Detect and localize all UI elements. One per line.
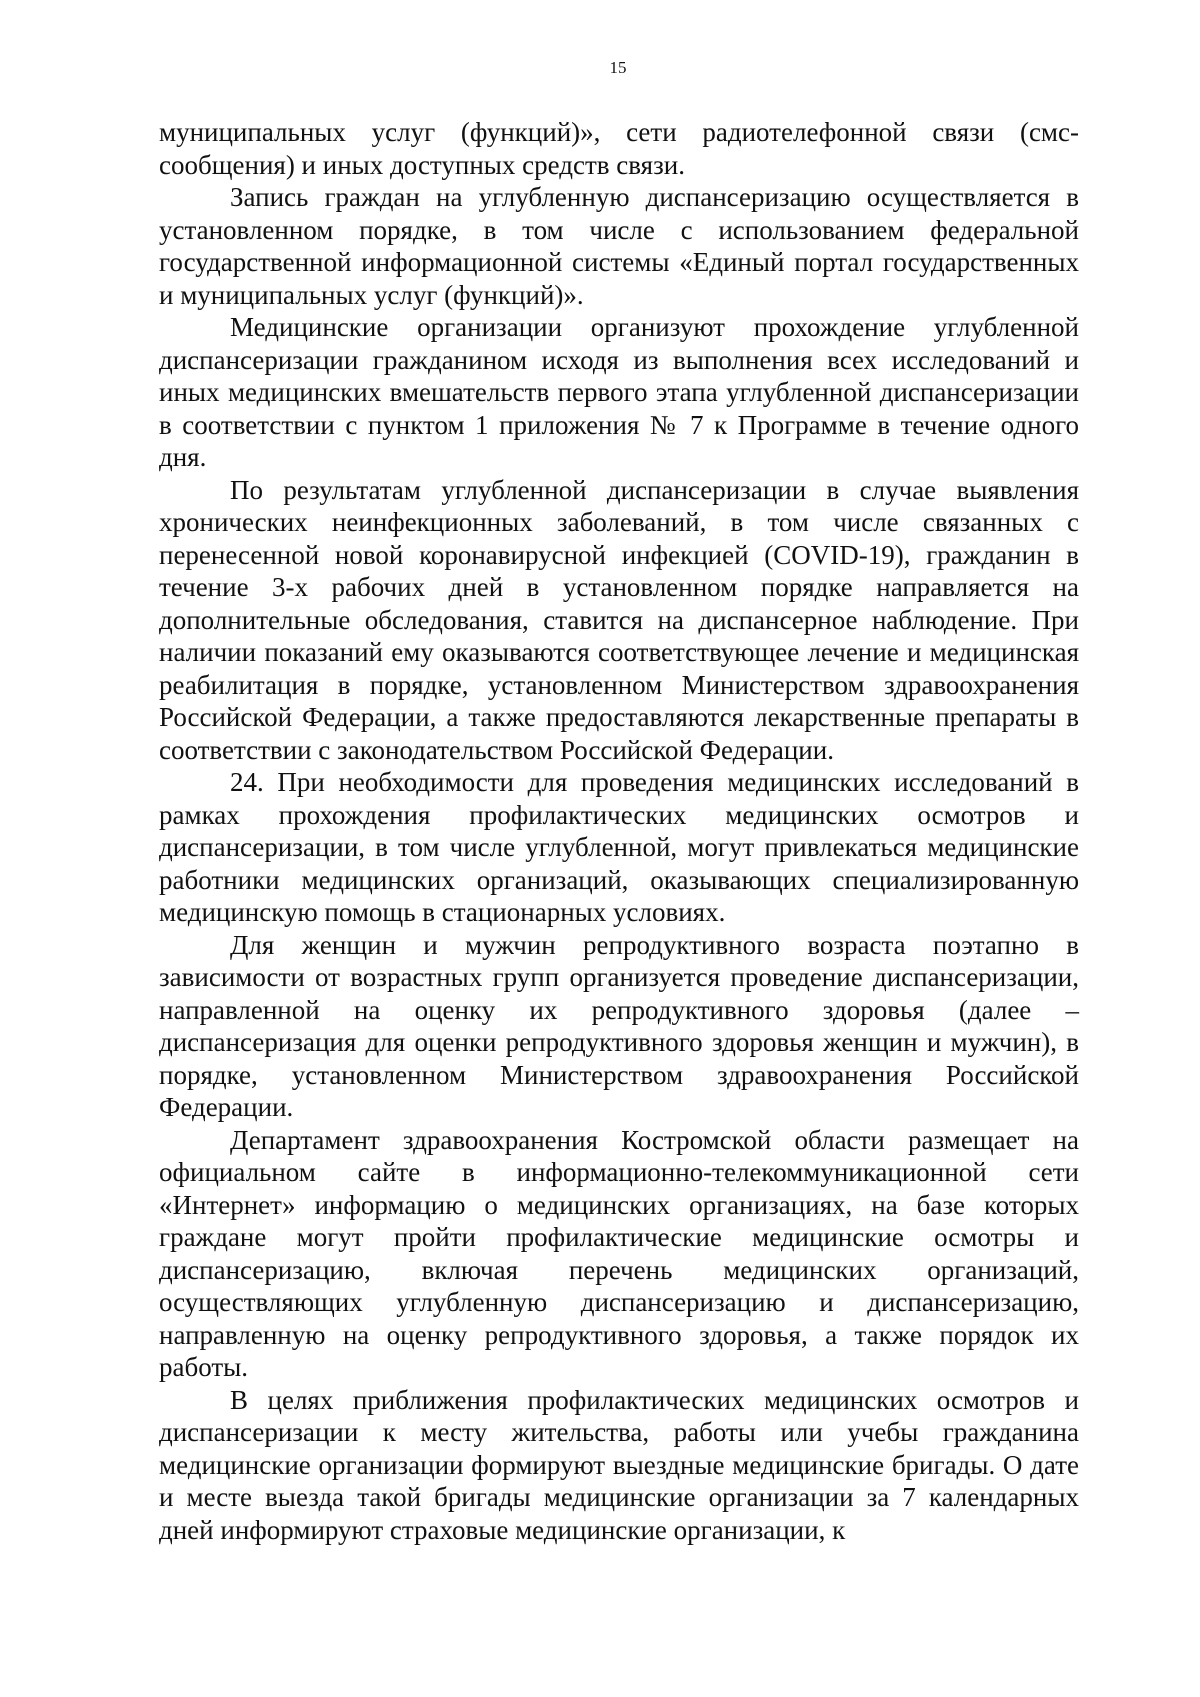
paragraph-deep-dispensary-results: По результатам углубленной диспансеризации в случае выявления хронических неинфекционных заболеваний, в том числе связанных с перенесенной новой коронавирусной инфекцией (COVID-19), гражданин в течение 3-х рабочих дней в установленном порядке направляется на дополнительные обследования, ставится на диспансерное наблюдение. При наличии показаний ему оказываются соответствующее лечение и медицинская реабилитация в порядке, установленном Министерством здравоохранения Российской Федерации, а также предоставляются лекарственные препараты в соответствии с законодательством Российской Федерации. bbox=[159, 474, 1079, 765]
page-number: 15 bbox=[609, 58, 627, 77]
paragraph-deep-dispensary-one-day: Медицинские организации организуют прохождение углубленной диспансеризации гражданином исходя из выполнения всех исследований и иных медицинских вмешательств первого этапа углубленной диспансеризации в соответствии с пунктом 1 приложения № 7 к Программе в течение одного дня. bbox=[159, 312, 1079, 472]
paragraph-item-24: 24. При необходимости для проведения медицинских исследований в рамках прохождения профилактических медицинских осмотров и диспансеризации, в том числе углубленной, могут привлекаться медицинские работники медицинских организаций, оказывающих специализированную медицинскую помощь в стационарных условиях. bbox=[159, 767, 1079, 927]
paragraph-continuation: муниципальных услуг (функций)», сети радиотелефонной связи (смс-сообщения) и иных доступных средств связи. bbox=[159, 117, 1079, 180]
document-body bbox=[159, 116, 1079, 1546]
paragraph-department-website: Департамент здравоохранения Костромской области размещает на официальном сайте в информационно-телекоммуникационной сети «Интернет» информацию о медицинских организациях, на базе которых граждане могут пройти профилактические медицинские осмотры и диспансеризацию, включая перечень медицинских организаций, осуществляющих углубленную диспансеризацию и диспансеризацию, направленную на оценку репродуктивного здоровья, а также порядок их работы. bbox=[159, 1124, 1079, 1382]
paragraph-deep-dispensary-registration: Запись граждан на углубленную диспансеризацию осуществляется в установленном порядке, в том числе с использованием федеральной государственной информационной системы «Единый портал государственных и муниципальных услуг (функций)». bbox=[159, 182, 1079, 310]
paragraph-reproductive-health: Для женщин и мужчин репродуктивного возраста поэтапно в зависимости от возрастных групп организуется проведение диспансеризации, направленной на оценку их репродуктивного здоровья (далее – диспансеризация для оценки репродуктивного здоровья женщин и мужчин), в порядке, установленном Министерством здравоохранения Российской Федерации. bbox=[159, 929, 1079, 1122]
paragraph-mobile-teams: В целях приближения профилактических медицинских осмотров и диспансеризации к месту жительства, работы или учебы гражданина медицинские организации формируют выездные медицинские бригады. О дате и месте выезда такой бригады медицинские организации за 7 календарных дней информируют страховые медицинские организации, к bbox=[159, 1384, 1079, 1545]
